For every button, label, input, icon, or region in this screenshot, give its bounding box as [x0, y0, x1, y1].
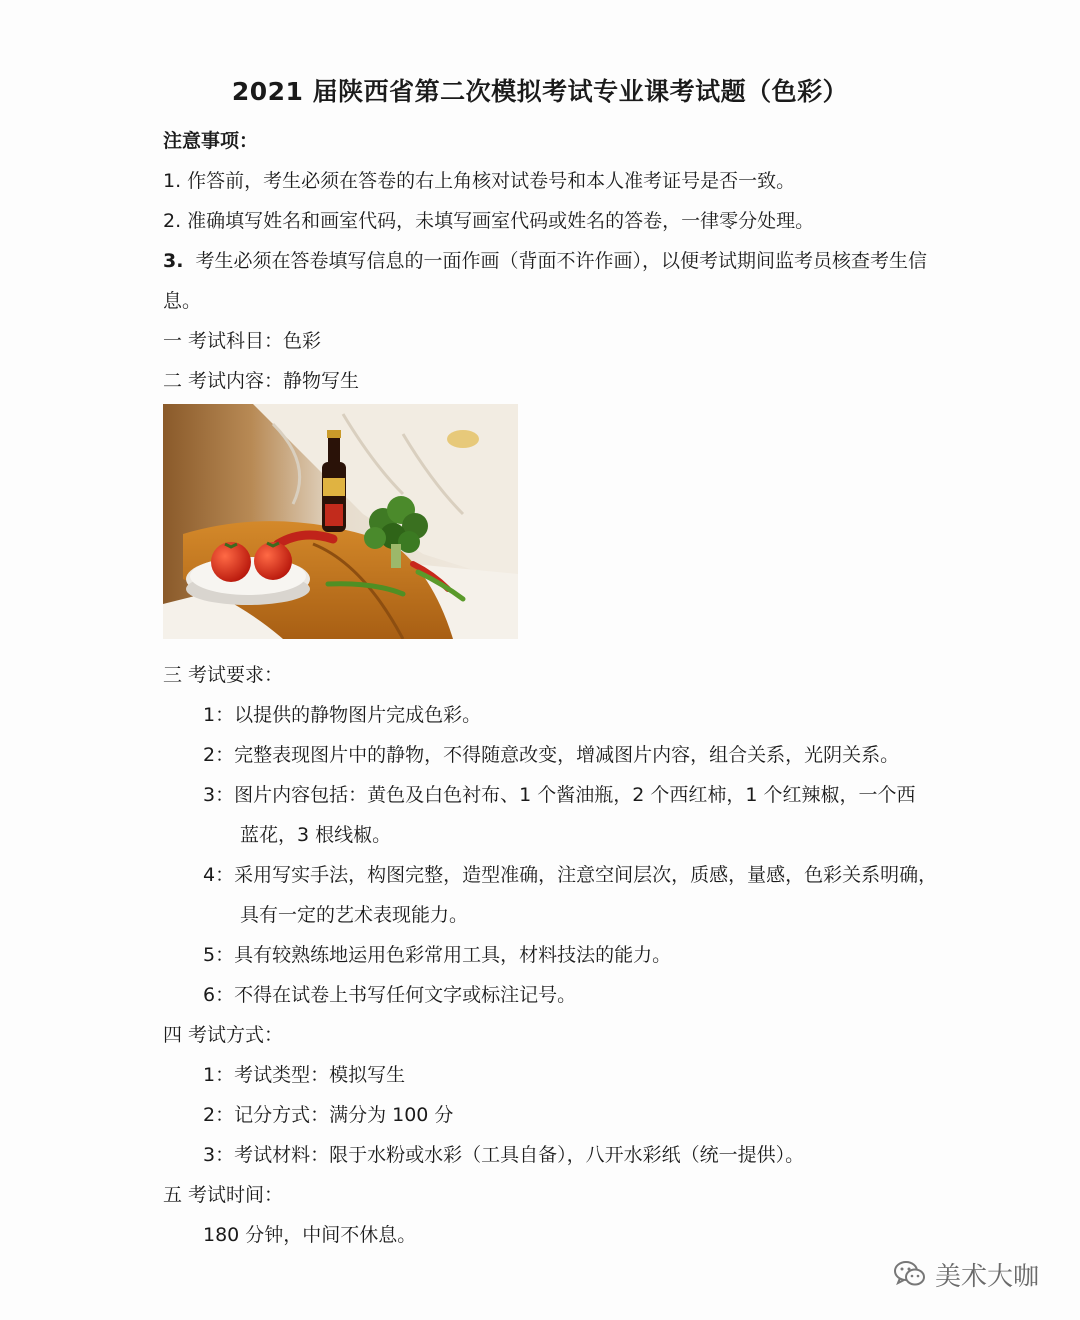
- requirement-4: 4：采用写实手法，构图完整，造型准确，注意空间层次，质感，量感，色彩关系明确，: [203, 864, 938, 886]
- notice-item-3-continued: 息。: [163, 290, 202, 312]
- wechat-icon: [893, 1257, 927, 1291]
- notice-heading: 注意事项：: [163, 130, 259, 152]
- section-time-heading: 五 考试时间：: [163, 1184, 284, 1206]
- requirement-1: 1：以提供的静物图片完成色彩。: [203, 704, 482, 726]
- section-content: 二 考试内容：静物写生: [163, 370, 360, 392]
- requirement-3-continued: 蓝花，3 根线椒。: [240, 824, 392, 846]
- still-life-illustration: [163, 404, 518, 639]
- still-life-photo: [163, 404, 518, 639]
- method-2: 2：记分方式：满分为 100 分: [203, 1104, 454, 1126]
- requirement-2: 2：完整表现图片中的静物，不得随意改变，增减图片内容，组合关系，光阴关系。: [203, 744, 900, 766]
- time-text: 180 分钟，中间不休息。: [203, 1224, 417, 1246]
- notice-item-3-number: 3.: [163, 250, 184, 272]
- method-1: 1：考试类型：模拟写生: [203, 1064, 406, 1086]
- notice-item-1: 1. 作答前，考生必须在答卷的右上角核对试卷号和本人准考证号是否一致。: [163, 170, 796, 192]
- requirement-4-continued: 具有一定的艺术表现能力。: [240, 904, 469, 926]
- watermark-text: 美术大咖: [935, 1261, 1040, 1292]
- section-method-heading: 四 考试方式：: [163, 1024, 284, 1046]
- notice-item-3: [163, 249, 927, 273]
- section-subject: 一 考试科目：色彩: [163, 330, 322, 352]
- requirement-5: 5：具有较熟练地运用色彩常用工具，材料技法的能力。: [203, 944, 672, 966]
- notice-item-2: 2. 准确填写姓名和画室代码，未填写画室代码或姓名的答卷，一律零分处理。: [163, 210, 815, 232]
- requirement-6: 6：不得在试卷上书写任何文字或标注记号。: [203, 984, 577, 1006]
- section-requirements-heading: 三 考试要求：: [163, 664, 284, 686]
- method-3: 3：考试材料：限于水粉或水彩（工具自备），八开水彩纸（统一提供）。: [203, 1144, 805, 1166]
- watermark: [893, 1257, 1039, 1291]
- notice-item-3-text: 考生必须在答卷填写信息的一面作画（背面不许作画），以便考试期间监考员核查考生信: [195, 250, 928, 272]
- page-title: 2021 届陕西省第二次模拟考试专业课考试题（色彩）: [231, 77, 849, 106]
- requirement-3: 3：图片内容包括：黄色及白色衬布、1 个酱油瓶，2 个西红柿，1 个红辣椒，一个西: [203, 784, 916, 806]
